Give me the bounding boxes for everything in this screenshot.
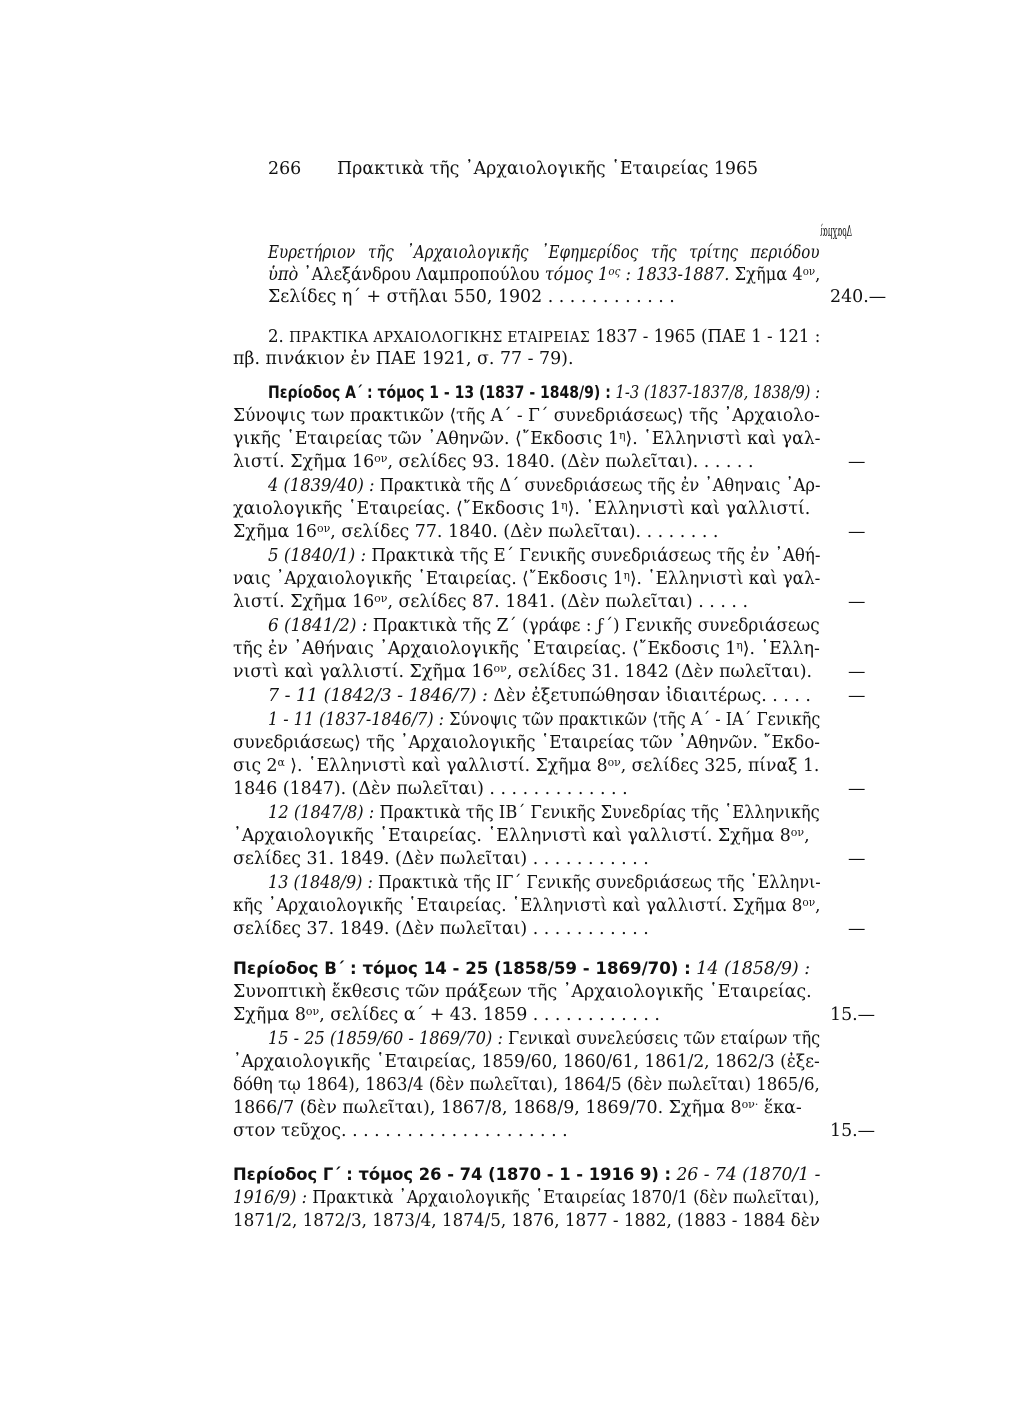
price-dash: — [848,686,866,706]
price-value: 15.— [830,1005,876,1025]
price-column-label: Δραχμαὶ [819,224,852,240]
period-b-heading: Περίοδος Β΄ : τόμος 14 - 25 (1858/59 - 1869/70) : 14 (1858/9) : [233,959,811,979]
entry-15-25-line-1: 15 - 25 (1859/60 - 1869/70) : Γενικαὶ συνελεύσεις τῶν εταίρων τῆς [268,1029,821,1049]
entry-15-25-line-2: ᾿Αρχαιολογικῆς ῾Εταιρείας, 1859/60, 1860/61, 1861/2, 1862/3 (ἐξε- [233,1052,820,1072]
entry-12-line-2: ᾿Αρχαιολογικῆς ῾Εταιρείας. ῾Ελληνιστὶ καὶ γαλλιστί. Σχῆμα $8^{o\nu}$, [233,826,810,846]
section-2-heading: 2. ΠΡΑΚΤΙΚΑ ΑΡΧΑΙΟΛΟΓΙΚΗΣ ΕΤΑΙΡΕΙΑΣ 1837 - 1965 (ΠΑΕ 1 - 121 : [268,327,821,347]
entry-12-line-3: σελίδες 31. 1849. (Δὲν πωλεῖται) . . . . . . . . . . . [233,849,649,869]
entry-12-line-1: 12 (1847/8) : Πρακτικὰ τῆς ΙΒ΄ Γενικῆς Συνεδρίας τῆς ῾Ελληνικῆς [268,803,820,823]
entry-15-25-line-3: δόθη τῳ 1864), 1863/4 (δὲν πωλεῖται), 1864/5 (δὲν πωλεῖται) 1865/6, [233,1075,820,1095]
entry-6-line-3: νιστὶ καὶ γαλλιστί. Σχῆμα $16^{o\nu}$, σελίδες 31. 1842 (Δὲν πωλεῖται). [233,662,813,682]
ephemeris-price: 240.— [830,287,887,307]
period-a-line-4: λιστί. Σχῆμα $16^{o\nu}$, σελίδες 93. 1840. (Δὲν πωλεῖται). . . . . . [233,452,754,472]
entry-4-line-1: 4 (1839/40) : Πρακτικὰ τῆς Δ΄ συνεδριάσεως τῆς ἐν ᾿Αθηναις ᾿Αρ- [268,476,821,496]
price-dash: — [848,662,866,682]
ephemeris-line-1: Ευρετήριον τῆς ᾿Αρχαιολογικῆς ᾿Εφημερίδος τῆς τρίτης περιόδου [268,243,820,263]
section-2-note: πβ. πινάκιον ἐν ΠΑΕ 1921, σ. 77 - 79). [233,349,574,369]
ephemeris-line-2: ὑπὸ ᾿Αλεξάνδρου Λαμπροπούλου τόμος $1^{o\varsigma}$ : 1833-1887. Σχῆμα $4^{o\nu}$, [268,265,821,285]
price-dash: — [848,522,866,542]
period-c-heading: Περίοδος Γ΄ : τόμος 26 - 74 (1870 - 1 - 1916 9) : 26 - 74 (1870/1 - [233,1165,821,1185]
entry-1-11-line-2: συνεδριάσεως⟩ τῆς ᾿Αρχαιολογικῆς ῾Εταιρείας τῶν ᾿Αθηνῶν. ῎Εκδο- [233,733,820,753]
price-dash: — [848,919,866,939]
ephemeris-line-3: Σελίδες η΄ + στῆλαι 550, 1902 . . . . . . . . . . . . [268,287,675,307]
entry-5-line-3: λιστί. Σχῆμα $16^{o\nu}$, σελίδες 87. 1841. (Δὲν πωλεῖται) . . . . . [233,592,748,612]
entry-1-11-line-4: 1846 (1847). (Δὲν πωλεῖται) . . . . . . . . . . . . . [233,779,628,799]
entry-4-line-2: χαιολογικῆς ῾Εταιρείας. ⟨῎Εκδοσις $1^\eta⟩$. ῾Ελληνιστὶ καὶ γαλλιστί. [233,499,811,519]
price-dash: — [848,452,866,472]
entry-5-line-1: 5 (1840/1) : Πρακτικὰ τῆς Ε΄ Γενικῆς συνεδριάσεως τῆς ἐν ᾿Αθή- [268,546,821,566]
price-dash: — [848,849,866,869]
period-a-line-3: γικῆς ῾Εταιρείας τῶν ᾿Αθηνῶν. ⟨῎Εκδοσις $1^\eta⟩$. ῾Ελληνιστὶ καὶ γαλ- [233,429,821,449]
running-title: Πρακτικὰ τῆς ᾿Αρχαιολογικῆς ῾Εταιρείας 1965 [337,159,759,179]
entry-6-line-2: τῆς ἐν ᾿Αθήναις ᾿Αρχαιολογικῆς ῾Εταιρείας. ⟨῎Εκδοσις $1^\eta⟩$. ῾Ελλη- [233,639,820,659]
entry-13-line-2: κῆς ᾿Αρχαιολογικῆς ῾Εταιρείας. ῾Ελληνιστὶ καὶ γαλλιστί. Σχῆμα $8^{o\nu}$, [233,896,821,916]
entry-15-25-line-5: στον τεῦχος. . . . . . . . . . . . . . . . . . . . . [233,1121,568,1141]
entry-13-line-1: 13 (1848/9) : Πρακτικὰ τῆς ΙΓ΄ Γενικῆς συνεδριάσεως τῆς ῾Ελληνι- [268,873,821,893]
entry-5-line-2: ναις ᾿Αρχαιολογικῆς ῾Εταιρείας. ⟨῎Εκδοσις $1^\eta⟩$. ῾Ελληνιστὶ καὶ γαλ- [233,569,821,589]
period-c-line-2: 1916/9) : Πρακτικὰ ᾿Αρχαιολογικῆς ῾Εταιρείας 1870/1 (δὲν πωλεῖται), [233,1188,820,1208]
period-a-line-2: Σύνοψις των πρακτικῶν ⟨τῆς Α΄ - Γ΄ συνεδριάσεως⟩ τῆς ᾿Αρχαιολο- [233,406,820,426]
entry-1-11-line-1: 1 - 11 (1837-1846/7) : Σύνοψις τῶν πρακτικῶν ⟨τῆς Α΄ - ΙΑ΄ Γενικῆς [268,710,821,730]
entry-1-11-line-3: σις $2^\alpha$ ⟩. ῾Ελληνιστὶ καὶ γαλλιστί. Σχῆμα $8^{o\nu}$, σελίδες 325, πίναξ 1. [233,756,820,776]
price-dash: — [848,779,866,799]
period-c-line-3: 1871/2, 1872/3, 1873/4, 1874/5, 1876, 1877 - 1882, (1883 - 1884 δὲν [233,1211,820,1231]
entry-6-line-1: 6 (1841/2) : Πρακτικὰ τῆς Ζ΄ (γράφε : ϝ΄) Γενικῆς συνεδριάσεως [268,616,820,636]
period-b-line-3: Σχῆμα $8^{o\nu}$, σελίδες α΄ + 43. 1859 . . . . . . . . . . . . [233,1005,660,1025]
entry-13-line-3: σελίδες 37. 1849. (Δὲν πωλεῖται) . . . . . . . . . . . [233,919,649,939]
price-value: 15.— [830,1121,876,1141]
entry-7-11-line-1: 7 - 11 (1842/3 - 1846/7) : Δὲν ἐξετυπώθησαν ἰδιαιτέρως. . . . . [268,686,811,706]
entry-15-25-line-4: 1866/7 (δὲν πωλεῖται), 1867/8, 1868/9, 1869/70. Σχῆμα $8^{o\nu\cdot}$ ἕκα- [233,1098,802,1118]
period-b-line-2: Συνοπτικὴ ἔκθεσις τῶν πράξεων τῆς ᾿Αρχαιολογικῆς ῾Εταιρείας. [233,982,812,1002]
period-a-heading: Περίοδος Α΄ : τόμος 1 - 13 (1837 - 1848/9) : 1-3 (1837-1837/8, 1838/9) : [268,383,821,403]
page-number: 266 [268,159,302,179]
price-dash: — [848,592,866,612]
entry-4-line-3: Σχῆμα $16^{o\nu}$, σελίδες 77. 1840. (Δὲν πωλεῖται). . . . . . . . [233,522,719,542]
